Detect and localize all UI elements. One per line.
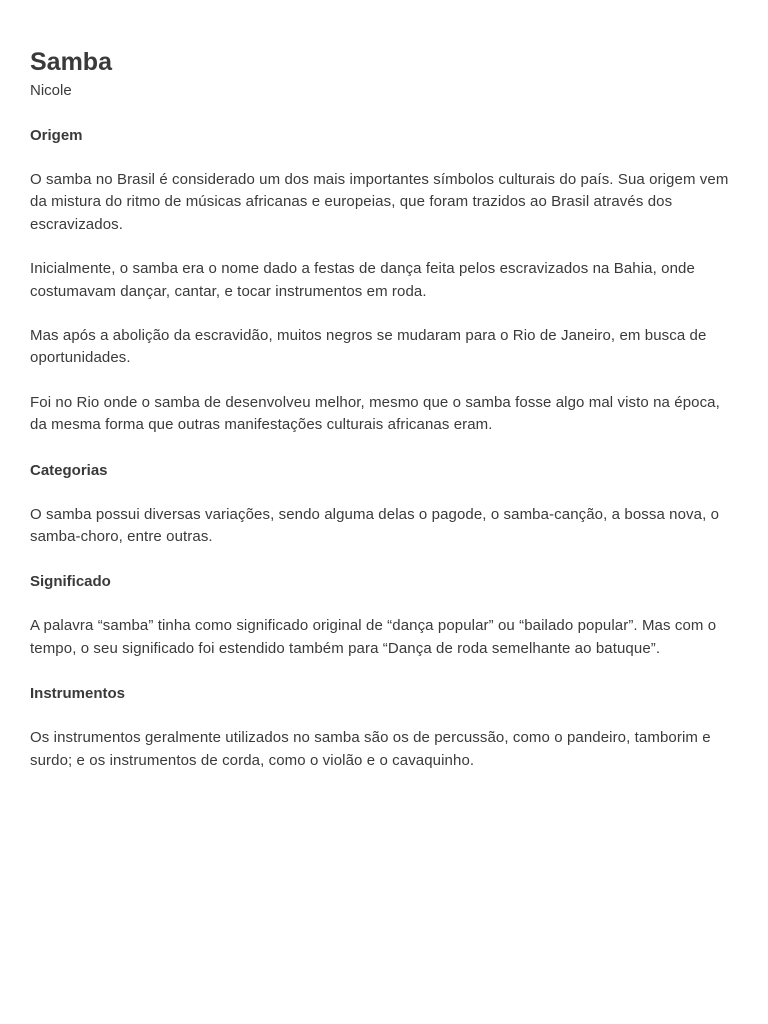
section-heading: Instrumentos: [30, 685, 126, 703]
section-categorias: [30, 460, 738, 549]
paragraph: Os instrumentos geralmente utilizados no samba são os de percussão, como o pandeiro, tamborim e surdo; e os instrumentos de corda, como o violão e o cavaquinho.: [30, 729, 711, 769]
document-author: Nicole: [30, 82, 72, 99]
paragraph: A palavra “samba” tinha como significado original de “dança popular” ou “bailado popular”. Mas com o tempo, o seu significado foi estendido também para “Dança de roda semelhante ao batuque”.: [30, 617, 717, 657]
section-heading: Categorias: [30, 461, 108, 479]
paragraph: O samba no Brasil é considerado um dos mais importantes símbolos culturais do país. Sua origem vem da mistura do ritmo de músicas africanas e europeias, que foram trazidos ao Brasil através dos escravizados.: [30, 171, 729, 233]
paragraph: Foi no Rio onde o samba de desenvolveu melhor, mesmo que o samba fosse algo mal visto na época, da mesma forma que outras manifestações culturais africanas eram.: [30, 393, 720, 434]
section-instrumentos: [30, 683, 738, 772]
paragraph: O samba possui diversas variações, sendo alguma delas o pagode, o samba-canção, a bossa nova, o samba-choro, entre outras.: [30, 505, 720, 546]
section-significado: [30, 571, 738, 660]
paragraph: Inicialmente, o samba era o nome dado a festas de dança feita pelos escravizados na Bahia, onde costumavam dançar, cantar, e tocar instrumentos em roda.: [30, 260, 695, 300]
document-title: Samba: [30, 48, 112, 76]
section-heading: Significado: [30, 573, 111, 591]
section-heading: Origem: [30, 127, 83, 144]
section-origem: [30, 125, 738, 437]
paragraph: Mas após a abolição da escravidão, muitos negros se mudaram para o Rio de Janeiro, em busca de oportunidades.: [30, 327, 707, 367]
